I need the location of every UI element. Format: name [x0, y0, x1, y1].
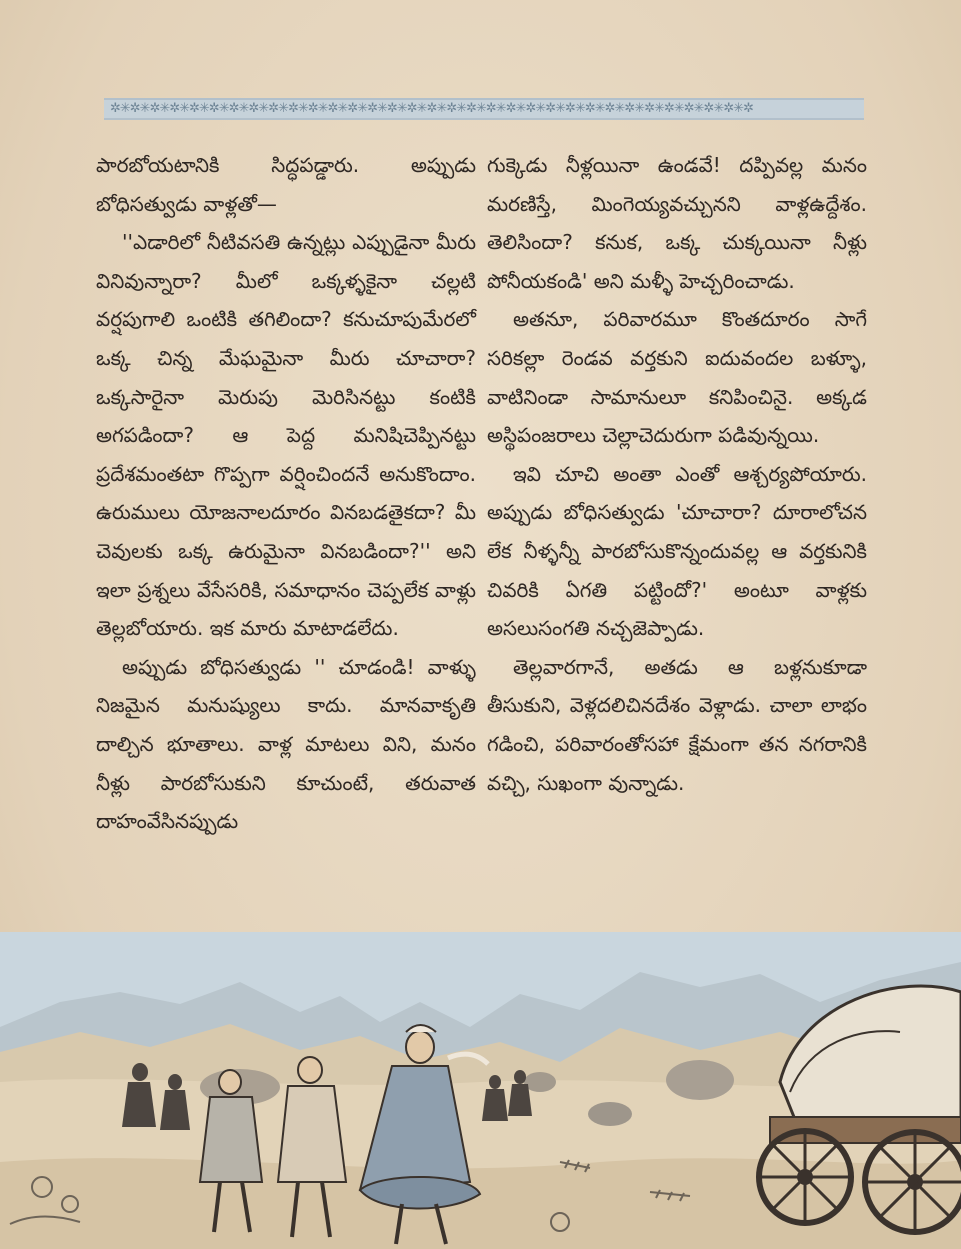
rock [666, 1060, 734, 1100]
paragraph: అతనూ, పరివారమూ కొంతదూరం సాగే సరికల్లా రెండవ వర్తకుని ఐదువందల బళ్ళూ, వాటినిండా సామానులూ కనిపించినై. అక్కడ అస్థిపంజరాలు చెల్లాచెదురుగా పడివున్నయి. [487, 307, 867, 448]
rock [524, 1072, 556, 1092]
paragraph: గుక్కెడు నీళ్లయినా ఉండవే! దప్పివల్ల మనం మరణిస్తే, మింగెయ్యవచ్చునని వాళ్లఉద్దేశం. తెలిసిందా? కనుక, ఒక్క చుక్కయినా నీళ్లు పోనీయకండి' అని మళ్ళీ హెచ్చరించాడు. [487, 153, 867, 293]
paragraph: పారబోయటానికి సిద్ధపడ్డారు. అప్పుడు బోధిసత్వుడు వాళ్లతో— [96, 153, 476, 216]
desert-caravan-illustration [0, 932, 961, 1249]
ground-shadow [0, 1158, 961, 1249]
right-column [487, 146, 867, 802]
paragraph: ఇవి చూచి అంతా ఎంతో ఆశ్చర్యపోయారు. అప్పుడు బోధిసత్వుడు 'చూచారా? దూరాలోచన లేక నీళ్ళన్నీ పారబోసుకొన్నందువల్ల ఆ వర్తకునికి చివరికి ఏగతి పట్టిందో?' అంటూ వాళ్లకు అసలుసంగతి నచ్చజెప్పాడు. [487, 461, 867, 641]
paragraph: తెల్లవారగానే, అతడు ఆ బళ్లనుకూడా తీసుకుని, వెళ్లదలిచినదేశం వెళ్లాడు. చాలా లాభం గడించి, పరివారంతోసహా క్షేమంగా తన నగరానికి వచ్చి, సుఖంగా వున్నాడు. [487, 654, 867, 795]
illustration-svg [0, 932, 961, 1249]
paragraph: అప్పుడు బోధిసత్వుడు '' చూడండి! వాళ్ళు నిజమైన మనుష్యులు కాదు. మానవాకృతి దాల్చిన భూతాలు. వాళ్ల మాటలు విని, మనం నీళ్లు పారబోసుకుని కూచుంటే, తరువాత దాహంవేసినప్పుడు [96, 654, 476, 834]
paragraph: ''ఎడారిలో నీటివసతి ఉన్నట్లు ఎప్పుడైనా మీరు వినివున్నారా? మీలో ఒక్కళ్ళకైనా చల్లటి వర్షపుగాలి ఒంటికి తగిలిందా? కనుచూపుమేరలో ఒక్క చిన్న మేఘమైనా మీరు చూచారా? ఒక్కసారైనా మెరుపు మెరిసినట్టు కంటికి అగపడిందా? ఆ పెద్ద మనిషిచెప్పినట్టు ప్రదేశమంతటా గొప్పగా వర్షించిందనే అనుకొందాం. ఉరుములు యోజనాలదూరం వినబడతైకదా? మీ చెవులకు ఒక్క ఉరుమైనా వినబడిందా?'' అని ఇలా ప్రశ్నలు వేసేసరికి, సమాధానం చెప్పలేక వాళ్లు తెల్లబోయారు. ఇక మారు మాటాడలేదు. [96, 230, 476, 641]
decorative-border-strip [104, 98, 864, 120]
left-column [96, 146, 476, 841]
ornament-icon: ✲✳✲✳✲✳✲✳✲✳✲✳✲✳✲✳✲✳✲✳✲✳✲✳✲✳✲✳✲✳✲✳✲✳✲✳✲✳✲✳✲✳✲✳✲✳✲✳✲✳✲✳✲✳✲✳✲✳✲✳✲✳✲✳✲ [110, 101, 754, 116]
rock [588, 1102, 632, 1126]
